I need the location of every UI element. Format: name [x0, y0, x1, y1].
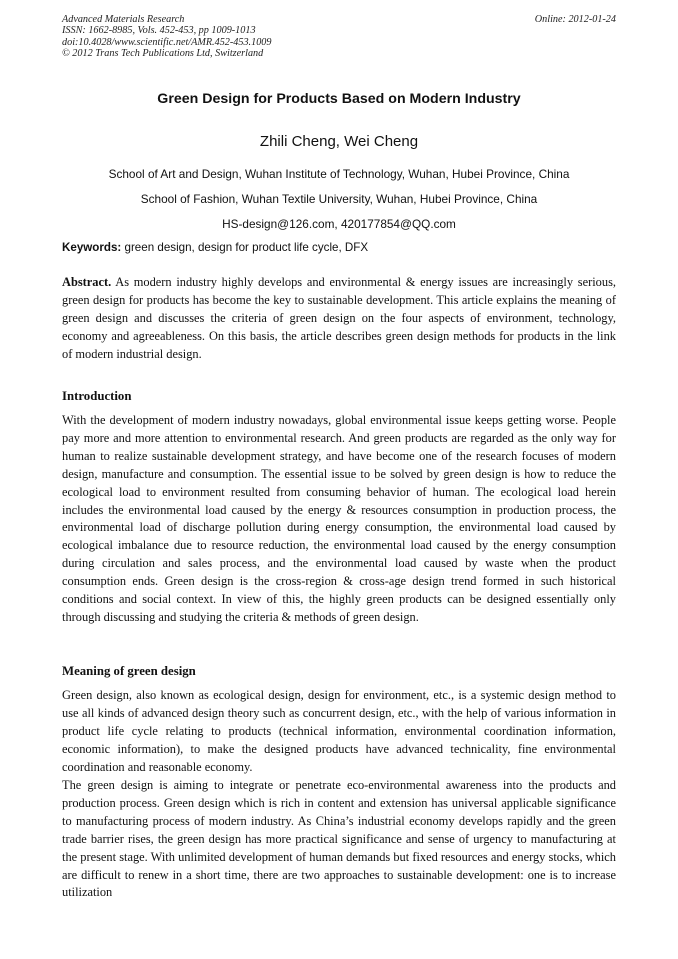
affiliation-1: School of Art and Design, Wuhan Institute of Technology, Wuhan, Hubei Province, China	[108, 167, 570, 181]
keywords	[62, 241, 616, 254]
meaning-paragraph-1: Green design, also known as ecological design, design for environment, etc., is a systemic design method to use all kinds of advanced design theory such as concurrent design, etc., with the help of various information in product life cycle relating to products (technical information, environmental coordination information, economic information), to make the designed products have advanced technicality, fine environmental coordination and reasonable economy.	[62, 688, 616, 774]
journal-header	[62, 14, 616, 60]
abstract-text: As modern industry highly develops and environmental & energy issues are increasingly serious, green design for products has become the key to sustainable development. This article explains the meaning of green design and discusses the criteria of green design on the four aspects of environment, technology, economy and agreeableness. On this basis, the article describes green design methods for products in the link of modern industrial design.	[62, 275, 616, 361]
introduction-paragraph: With the development of modern industry nowadays, global environmental issue keeps getting worse. People pay more and more attention to environmental research. And green products are regarded as the only way for human to realize sustainable development strategy, and have become one of the research focuses of modern design, manufacture and consumption. The essential issue to be solved by green design is how to reduce the ecological load to environment resulted from consuming behavior of human. The ecological load herein includes the environmental load caused by the energy & resources consumption in production process, the environmental load of discharge pollution during energy consumption, the environmental load caused by ecological imbalance due to resource reduction, the environmental load caused by the energy consumption during circulation and sales process, and the environmental load caused by waste when the product consumption ends. Green design is the cross-region & cross-age design trend formed in such historical conditions and social context. In view of this, the highly green products can be designed essentially only through discussing and studying the criteria & methods of green design.	[62, 413, 616, 624]
journal-copyright: © 2012 Trans Tech Publications Ltd, Switzerland	[62, 48, 264, 60]
section-heading-meaning: Meaning of green design	[62, 664, 196, 678]
paper-title: Green Design for Products Based on Modern Industry	[157, 91, 521, 107]
journal-doi: doi:10.4028/www.scientific.net/AMR.452-453.1009	[62, 36, 272, 48]
journal-name: Advanced Materials Research	[62, 14, 185, 25]
abstract	[62, 274, 616, 364]
meaning-paragraph-2: The green design is aiming to integrate or penetrate eco-environmental awareness into the products and production process. Green design which is rich in content and extension has universal applicable significance to manufacturing process of modern industry. As China’s industrial economy develops rapidly and the green trade barrier rises, the green design has more practical significance and sense of urgency to manufacturing at the present stage. With unlimited development of human demands but fixed resources and energy stocks, which are difficult to renew in a short time, there are two approaches to sustainable development: one is to increase utilization	[62, 778, 616, 900]
author-emails: HS-design@126.com, 420177854@QQ.com	[222, 217, 456, 231]
affiliation-2: School of Fashion, Wuhan Textile University, Wuhan, Hubei Province, China	[140, 192, 538, 206]
journal-issn: ISSN: 1662-8985, Vols. 452-453, pp 1009-1013	[62, 25, 256, 37]
online-date: Online: 2012-01-24	[534, 14, 616, 25]
keywords-label: Keywords:	[62, 241, 122, 254]
keywords-text: green design, design for product life cycle, DFX	[121, 241, 369, 254]
section-heading-introduction: Introduction	[62, 389, 132, 403]
paper-authors: Zhili Cheng, Wei Cheng	[259, 133, 419, 150]
abstract-label: Abstract.	[62, 275, 112, 289]
